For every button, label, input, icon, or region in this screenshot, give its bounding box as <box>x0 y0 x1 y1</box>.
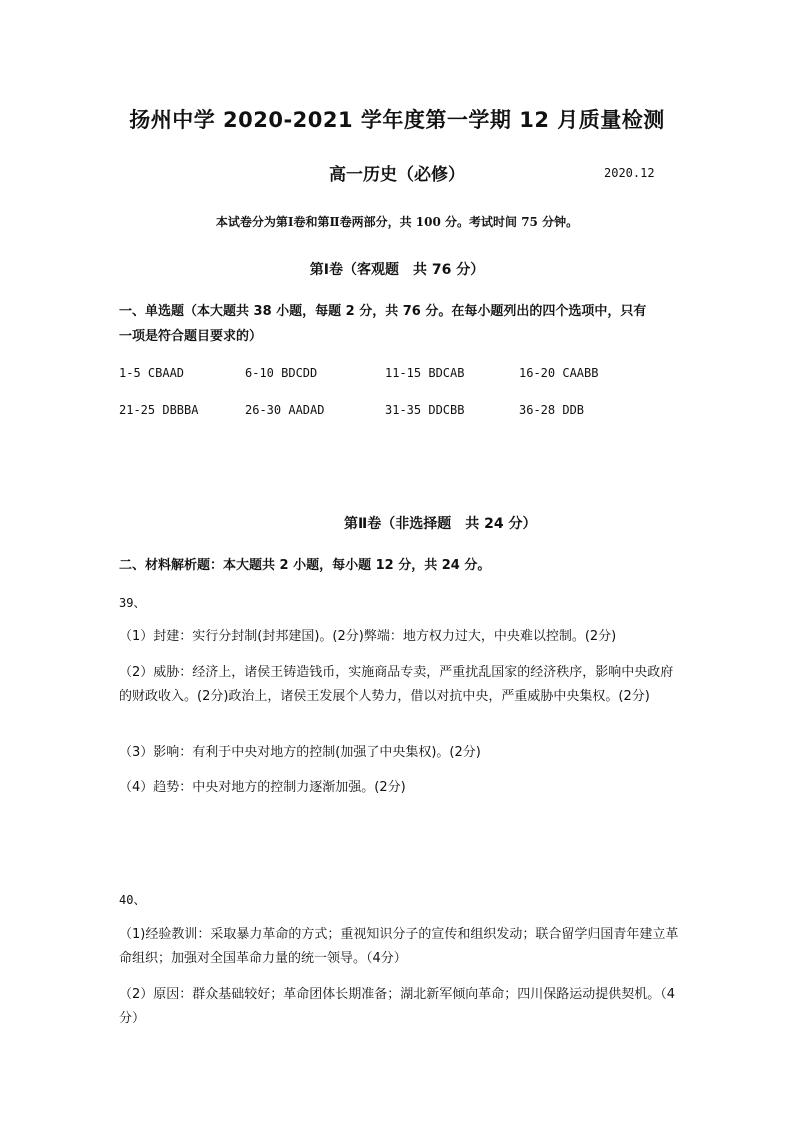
question-39-item-1: （1）封建：实行分封制(封邦建国)。(2分)弊端：地方权力过大，中央难以控制。(2分) <box>119 629 617 644</box>
question-39-item-3: （3）影响：有利于中央对地方的控制(加强了中央集权)。(2分) <box>119 745 481 760</box>
exam-intro: 本试卷分为第Ⅰ卷和第Ⅱ卷两部分，共 100 分。考试时间 75 分钟。 <box>215 215 579 229</box>
part1-title: 第Ⅰ卷（客观题 共 76 分） <box>309 262 485 278</box>
question-39-number: 39、 <box>119 596 146 610</box>
answer-group: 1-5 CBAAD <box>119 366 185 380</box>
question-40-item-1: （1)经验教训：采取暴力革命的方式；重视知识分子的宣传和组织发动；联合留学归国青年建立革命组织；加强对全国革命力量的统一领导。（4分） <box>119 927 679 966</box>
answer-group: 31-35 DDCBB <box>385 403 465 417</box>
answer-group: 26-30 AADAD <box>245 403 325 417</box>
answer-group: 11-15 BDCAB <box>385 366 465 380</box>
question-39-item-2: （2）威胁：经济上，诸侯王铸造钱币，实施商品专卖，严重扰乱国家的经济秩序，影响中央政府的财政收入。(2分)政治上，诸侯王发展个人势力，借以对抗中央，严重威胁中央集权。(2分) <box>119 665 674 704</box>
document-date: 2020.12 <box>604 166 655 180</box>
part1-instruction-line1: 一、单选题（本大题共 38 小题，每题 2 分，共 76 分。在每小题列出的四个选项中，只有 <box>119 304 647 319</box>
part2-title: 第Ⅱ卷（非选择题 共 24 分） <box>344 516 537 532</box>
part2-instruction: 二、材料解析题：本大题共 2 小题，每小题 12 分，共 24 分。 <box>119 558 491 573</box>
answer-group: 6-10 BDCDD <box>245 366 318 380</box>
document-subtitle: 高一历史（必修） <box>329 165 465 185</box>
question-40-number: 40、 <box>119 893 146 907</box>
answer-group: 36-28 DDB <box>519 403 585 417</box>
question-39-item-4: （4）趋势：中央对地方的控制力逐渐加强。(2分) <box>119 780 406 795</box>
question-40-item-2: （2）原因：群众基础较好；革命团体长期准备；湖北新军倾向革命；四川保路运动提供契机。（4分） <box>119 987 676 1026</box>
answer-group: 21-25 DBBBA <box>119 403 199 417</box>
part1-instruction-line2: 一项是符合题目要求的） <box>119 329 263 344</box>
answer-group: 16-20 CAABB <box>519 366 599 380</box>
document-title: 扬州中学 2020-2021 学年度第一学期 12 月质量检测 <box>129 108 665 132</box>
